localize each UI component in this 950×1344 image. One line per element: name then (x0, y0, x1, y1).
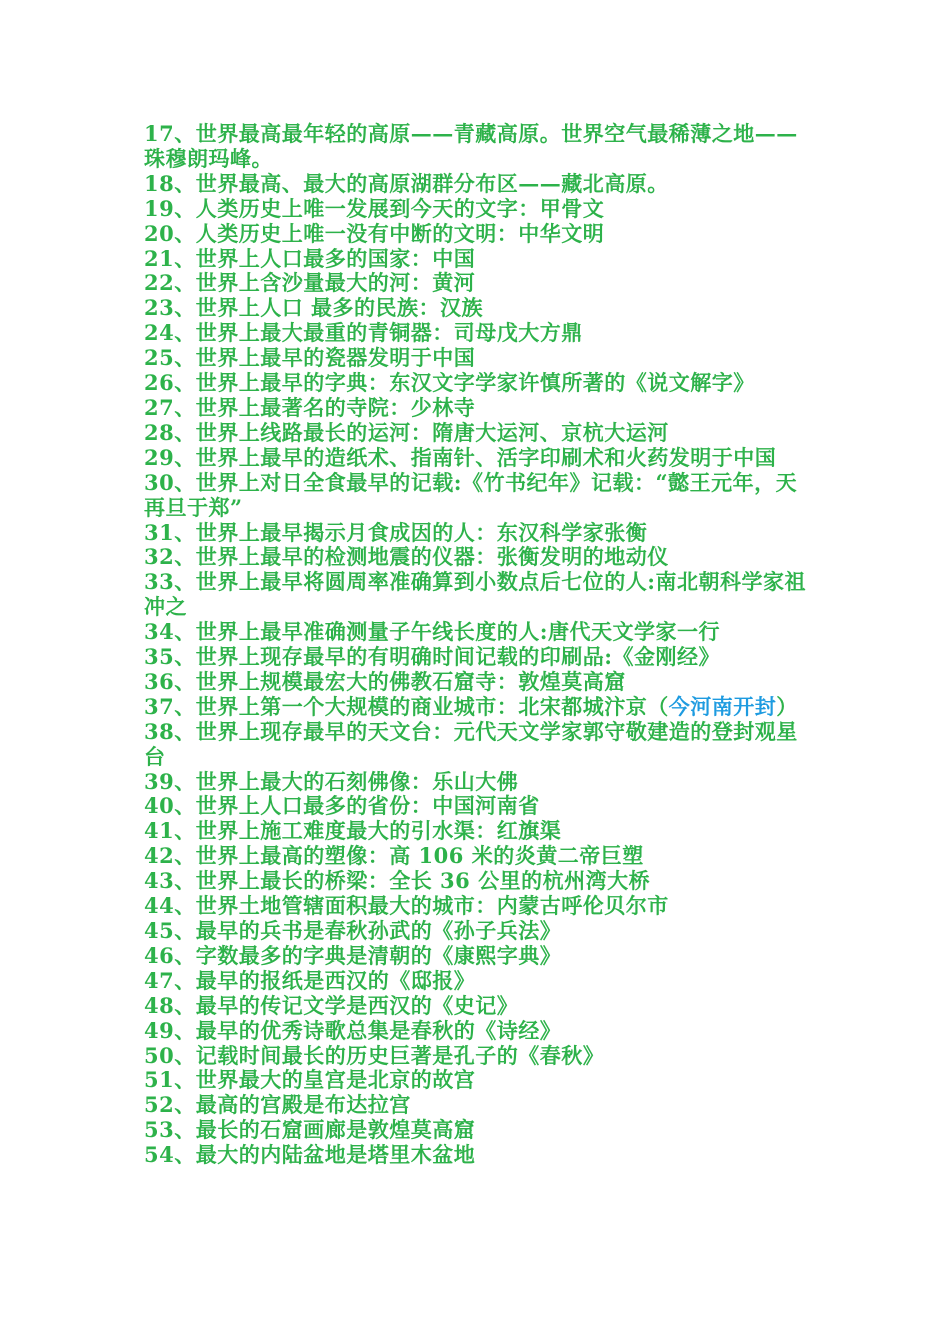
item-text: 、世界上最大的石刻佛像：乐山大佛 (174, 768, 519, 794)
item-text: 、世界上线路最长的运河：隋唐大运河、京杭大运河 (174, 419, 669, 445)
item-text: 、世界上规模最宏大的佛教石窟寺：敦煌莫高窟 (174, 668, 626, 694)
item-text: 、世界上最早的字典：东汉文字学家许慎所著的《说文解字》 (174, 370, 755, 396)
item-number: 37 (144, 693, 175, 719)
item-number: 36 (144, 668, 175, 694)
item-number: 21 (144, 245, 175, 271)
item-number: 47 (144, 967, 175, 993)
list-item (144, 1118, 814, 1143)
list-item (144, 894, 814, 919)
item-number: 28 (144, 419, 175, 445)
document-page (144, 122, 814, 1168)
list-item (144, 720, 814, 770)
item-text: 、记载时间最长的历史巨著是孔子的《春秋》 (174, 1042, 605, 1068)
list-item (144, 944, 814, 969)
item-number: 50 (144, 1042, 175, 1068)
item-text: 、世界上最早准确测量子午线长度的人:唐代天文学家一行 (174, 619, 720, 645)
item-text: 、最高的宫殿是布达拉宫 (174, 1092, 411, 1118)
item-number: 17 (144, 121, 175, 146)
list-item (144, 844, 814, 869)
item-text: 、世界上最早的瓷器发明于中国 (174, 345, 476, 371)
item-text: 、世界上最早揭示月食成因的人：东汉科学家张衡 (174, 519, 648, 545)
list-item (144, 446, 814, 471)
item-number: 39 (144, 768, 175, 794)
item-text: 、世界上施工难度最大的引水渠：红旗渠 (174, 818, 562, 844)
list-item (144, 695, 814, 720)
item-text: 、最早的兵书是春秋孙武的《孙子兵法》 (174, 918, 562, 943)
list-item (144, 521, 814, 546)
item-number: 49 (144, 1017, 175, 1043)
list-item (144, 222, 814, 247)
list-item (144, 421, 814, 446)
item-number: 42 (144, 843, 175, 869)
item-text: 、世界上对日全食最早的记载:《竹书纪年》记载：“懿王元年，天再旦于郑” (144, 469, 798, 520)
item-text: 、世界上第一个大规模的商业城市：北宋都城汴京（ (174, 693, 669, 719)
item-text: 、最早的优秀诗歌总集是春秋的《诗经》 (174, 1017, 562, 1043)
list-item (144, 794, 814, 819)
item-text: 、世界上最高的塑像：高 106 米的炎黄二帝巨塑 (174, 843, 644, 869)
item-number: 29 (144, 444, 175, 470)
list-item (144, 371, 814, 396)
item-text: 、世界上最早将圆周率准确算到小数点后七位的人:南北朝科学家祖冲之 (144, 569, 806, 620)
item-text: 、世界最高、最大的高原湖群分布区——藏北高原。 (174, 170, 669, 196)
item-number: 27 (144, 394, 175, 420)
list-item (144, 919, 814, 944)
item-text: 、世界最高最年轻的高原——青藏高原。世界空气最稀薄之地——珠穆朗玛峰。 (144, 121, 798, 171)
item-number: 40 (144, 793, 175, 819)
list-item (144, 1068, 814, 1093)
item-number: 30 (144, 469, 175, 495)
item-number: 52 (144, 1092, 175, 1118)
item-text: 、世界上人口最多的省份：中国河南省 (174, 793, 540, 819)
item-number: 23 (144, 295, 175, 321)
item-text: 、人类历史上唯一没有中断的文明：中华文明 (174, 220, 605, 246)
item-number: 46 (144, 942, 175, 968)
list-item (144, 620, 814, 645)
list-item (144, 197, 814, 222)
item-text: 、世界上现存最早的有明确时间记载的印刷品:《金刚经》 (174, 644, 720, 670)
list-item (144, 570, 814, 620)
item-number: 51 (144, 1067, 175, 1093)
item-text: 、字数最多的字典是清朝的《康熙字典》 (174, 942, 562, 968)
item-text: 、世界上最长的桥梁：全长 36 公里的杭州湾大桥 (174, 868, 651, 894)
list-item (144, 471, 814, 521)
highlighted-text: 今河南开封 (668, 693, 777, 719)
list-item (144, 1093, 814, 1118)
list-item (144, 770, 814, 795)
item-number: 34 (144, 619, 175, 645)
item-text: 、世界上人口 最多的民族：汉族 (174, 295, 484, 321)
item-number: 41 (144, 818, 175, 844)
item-text: 、世界上现存最早的天文台：元代天文学家郭守敬建造的登封观星台 (144, 718, 798, 769)
item-number: 48 (144, 992, 175, 1018)
list-item (144, 122, 814, 172)
list-item (144, 1019, 814, 1044)
list-item (144, 645, 814, 670)
list-item (144, 1143, 814, 1168)
item-text: 、人类历史上唯一发展到今天的文字：甲骨文 (174, 195, 605, 221)
list-item (144, 670, 814, 695)
item-text: 、最长的石窟画廊是敦煌莫高窟 (174, 1117, 476, 1143)
list-item (144, 1044, 814, 1069)
item-number: 24 (144, 320, 175, 346)
item-text: 、世界上最早的造纸术、指南针、活字印刷术和火药发明于中国 (174, 444, 777, 470)
item-text-tail: ） (776, 693, 798, 719)
item-text: 、世界上最早的检测地震的仪器：张衡发明的地动仪 (174, 544, 669, 570)
list-item (144, 396, 814, 421)
item-text: 、世界上最著名的寺院：少林寺 (174, 394, 476, 420)
item-text: 、世界土地管辖面积最大的城市：内蒙古呼伦贝尔市 (174, 893, 669, 919)
item-number: 19 (144, 195, 175, 221)
item-number: 53 (144, 1117, 175, 1143)
list-item (144, 321, 814, 346)
item-number: 20 (144, 220, 175, 246)
item-number: 35 (144, 644, 175, 670)
item-number: 18 (144, 170, 175, 196)
list-item (144, 869, 814, 894)
list-item (144, 296, 814, 321)
item-text: 、最早的传记文学是西汉的《史记》 (174, 992, 519, 1018)
item-number: 44 (144, 893, 175, 919)
list-item (144, 994, 814, 1019)
list-item (144, 545, 814, 570)
item-number: 38 (144, 718, 175, 744)
item-text: 、最早的报纸是西汉的《邸报》 (174, 967, 476, 993)
list-item (144, 346, 814, 371)
item-number: 33 (144, 569, 175, 595)
item-number: 26 (144, 370, 175, 396)
item-text: 、世界上最大最重的青铜器：司母戊大方鼎 (174, 320, 583, 346)
item-number: 22 (144, 270, 175, 296)
item-text: 、世界最大的皇宫是北京的故宫 (174, 1067, 476, 1093)
item-number: 43 (144, 868, 175, 894)
item-text: 、世界上人口最多的国家：中国 (174, 245, 476, 271)
list-item (144, 172, 814, 197)
item-number: 45 (144, 918, 175, 943)
item-number: 25 (144, 345, 175, 371)
list-item (144, 819, 814, 844)
list-item (144, 247, 814, 272)
item-text: 、世界上含沙量最大的河：黄河 (174, 270, 476, 296)
item-number: 31 (144, 519, 175, 545)
item-number: 32 (144, 544, 175, 570)
item-number: 54 (144, 1142, 175, 1168)
list-item (144, 969, 814, 994)
item-text: 、最大的内陆盆地是塔里木盆地 (174, 1142, 476, 1168)
list-item (144, 271, 814, 296)
